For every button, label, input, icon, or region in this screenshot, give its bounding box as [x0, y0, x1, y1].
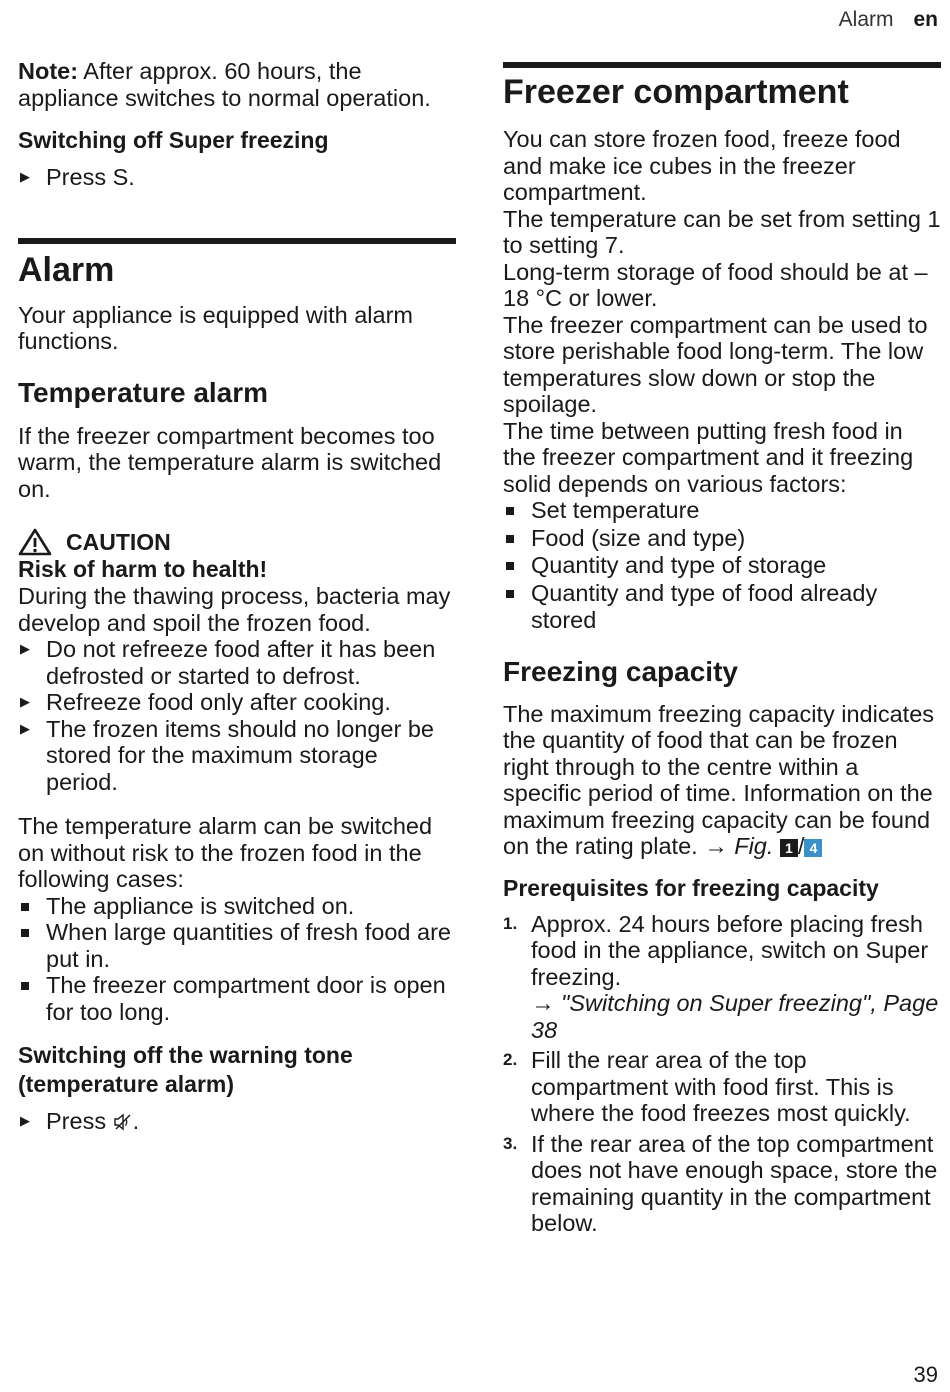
list-item [18, 919, 456, 972]
bullet-icon [21, 929, 29, 937]
bullet-icon [506, 562, 514, 570]
bullet-icon [506, 507, 514, 515]
step-prefix: Press [46, 1108, 113, 1134]
step-marker-icon: ▶ [20, 720, 30, 736]
capacity-text [503, 701, 941, 860]
note [18, 58, 456, 111]
step-text: Do not refreeze food after it has been defrosted or started to defrost. [46, 636, 436, 689]
super-off-heading: Switching off Super freezing [18, 127, 329, 153]
fig-number-4: 4 [804, 839, 822, 857]
right-column [503, 62, 941, 1237]
caution-steps [18, 636, 456, 795]
step-prefix: Press [46, 164, 113, 190]
list-item-text: Food (size and type) [531, 524, 746, 551]
prereq-heading: Prerequisites for freezing capacity [503, 874, 879, 901]
step-marker-icon: ▶ [20, 169, 30, 184]
bullet-icon [506, 590, 514, 598]
alarm-off-icon [113, 1113, 133, 1131]
chapter-rule [503, 62, 941, 68]
bullet-icon [21, 903, 29, 911]
note-text: After approx. 60 hours, the appliance switches to normal operation. [18, 58, 431, 111]
step-marker-icon: ▶ [20, 1113, 30, 1128]
step-text: If the rear area of the top compartment does not have enough space, store the remaining quantity in the compartment below. [531, 1130, 938, 1236]
step-marker-icon: ▶ [20, 641, 30, 656]
caution-title: Risk of harm to health! [18, 556, 268, 582]
factors-list [503, 497, 941, 635]
bullet-icon [21, 982, 29, 990]
step-number: 1. [503, 913, 518, 933]
freezer-title: Freezer compartment [503, 73, 849, 111]
step-suffix: . [132, 1108, 140, 1134]
chapter-rule [18, 238, 456, 244]
warning-triangle-icon [18, 528, 52, 556]
page-header [839, 8, 938, 32]
step-item [18, 164, 456, 191]
list-item-text: When large quantities of fresh food are put in. [46, 919, 451, 972]
super-symbol: S [112, 164, 129, 190]
warning-tone-heading: Switching off the warning tone (temperature alarm) [18, 1042, 353, 1097]
freezer-p1: You can store frozen food, freeze food and make ice cubes in the freezer compartment. [503, 126, 901, 205]
step-number: 3. [503, 1133, 518, 1153]
alarm-cases-list [18, 893, 456, 1026]
fig-number-1: 1 [780, 839, 798, 857]
temp-alarm-text: If the freezer compartment becomes too warm, the temperature alarm is switched on. [18, 422, 442, 502]
freezer-p2: The temperature can be set from setting 1 to setting 7. [503, 205, 941, 258]
warning-tone-steps [18, 1108, 456, 1135]
numbered-step [503, 911, 941, 1044]
step-item [18, 689, 456, 716]
caution-word: CAUTION [66, 528, 171, 555]
fig-label: Fig. [734, 833, 774, 859]
list-item-text: The freezer compartment door is open for too long. [46, 972, 446, 1025]
step-item [18, 1108, 456, 1135]
step-text: Approx. 24 hours before placing fresh food in the appliance, switch on Super freezing. [531, 910, 929, 990]
list-item-text: Set temperature [531, 497, 700, 523]
caution-text: During the thawing process, bacteria may develop and spoil the frozen food. [18, 583, 451, 636]
freezer-p5: The time between putting fresh food in the freezer compartment and it freezing solid depends on various factors: [503, 417, 914, 497]
prereq-steps [503, 911, 941, 1237]
step-text: Fill the rear area of the top compartment with food first. This is where the food freezes most quickly. [531, 1047, 911, 1126]
step-number: 2. [503, 1050, 518, 1069]
step-text: Refreeze food only after cooking. [46, 689, 391, 715]
list-item [503, 580, 941, 635]
numbered-step [503, 1047, 941, 1127]
list-item [18, 972, 456, 1025]
list-item-text: Quantity and type of food already stored [531, 579, 878, 633]
step-item [18, 636, 456, 689]
note-label: Note: [18, 58, 79, 84]
list-item-text: Quantity and type of storage [531, 552, 827, 578]
capacity-body: The maximum freezing capacity indicates the quantity of food that can be frozen right through to the centre within a specific period of time. Information on the maximum freezing capacity can be found on the rating plate. [503, 700, 935, 859]
page-number: 39 [913, 1362, 938, 1387]
header-section: Alarm [838, 8, 894, 31]
numbered-step [503, 1131, 941, 1237]
page-reference-link[interactable]: → "Switching on Super freezing", Page 38 [531, 990, 939, 1043]
list-item [503, 552, 941, 580]
list-item [18, 893, 456, 920]
temp-alarm-heading: Temperature alarm [18, 376, 269, 408]
list-item [503, 497, 941, 525]
fig-separator: / [797, 833, 805, 859]
list-item-text: The appliance is switched on. [46, 892, 355, 919]
step-marker-icon: ▶ [20, 694, 30, 709]
bullet-icon [506, 535, 514, 543]
list-item [503, 525, 941, 553]
caution-line [18, 528, 456, 556]
step-item [18, 716, 456, 796]
step-text: The frozen items should no longer be stored for the maximum storage period. [46, 715, 434, 795]
alarm-title: Alarm [18, 250, 115, 289]
alarm-cases-intro: The temperature alarm can be switched on without risk to the frozen food in the following cases: [18, 813, 433, 892]
freezer-p3: Long-term storage of food should be at –18 °C or lower. [503, 258, 928, 311]
arrow-icon: → [704, 833, 728, 859]
alarm-intro: Your appliance is equipped with alarm functions. [18, 301, 413, 354]
super-off-steps [18, 164, 456, 191]
step-suffix: . [128, 164, 135, 190]
header-language: en [913, 8, 938, 31]
capacity-heading: Freezing capacity [503, 655, 738, 687]
freezer-p4: The freezer compartment can be used to store perishable food long-term. The low temperatures slow down or stop the spoilage. [503, 311, 928, 417]
left-column [18, 56, 456, 1135]
